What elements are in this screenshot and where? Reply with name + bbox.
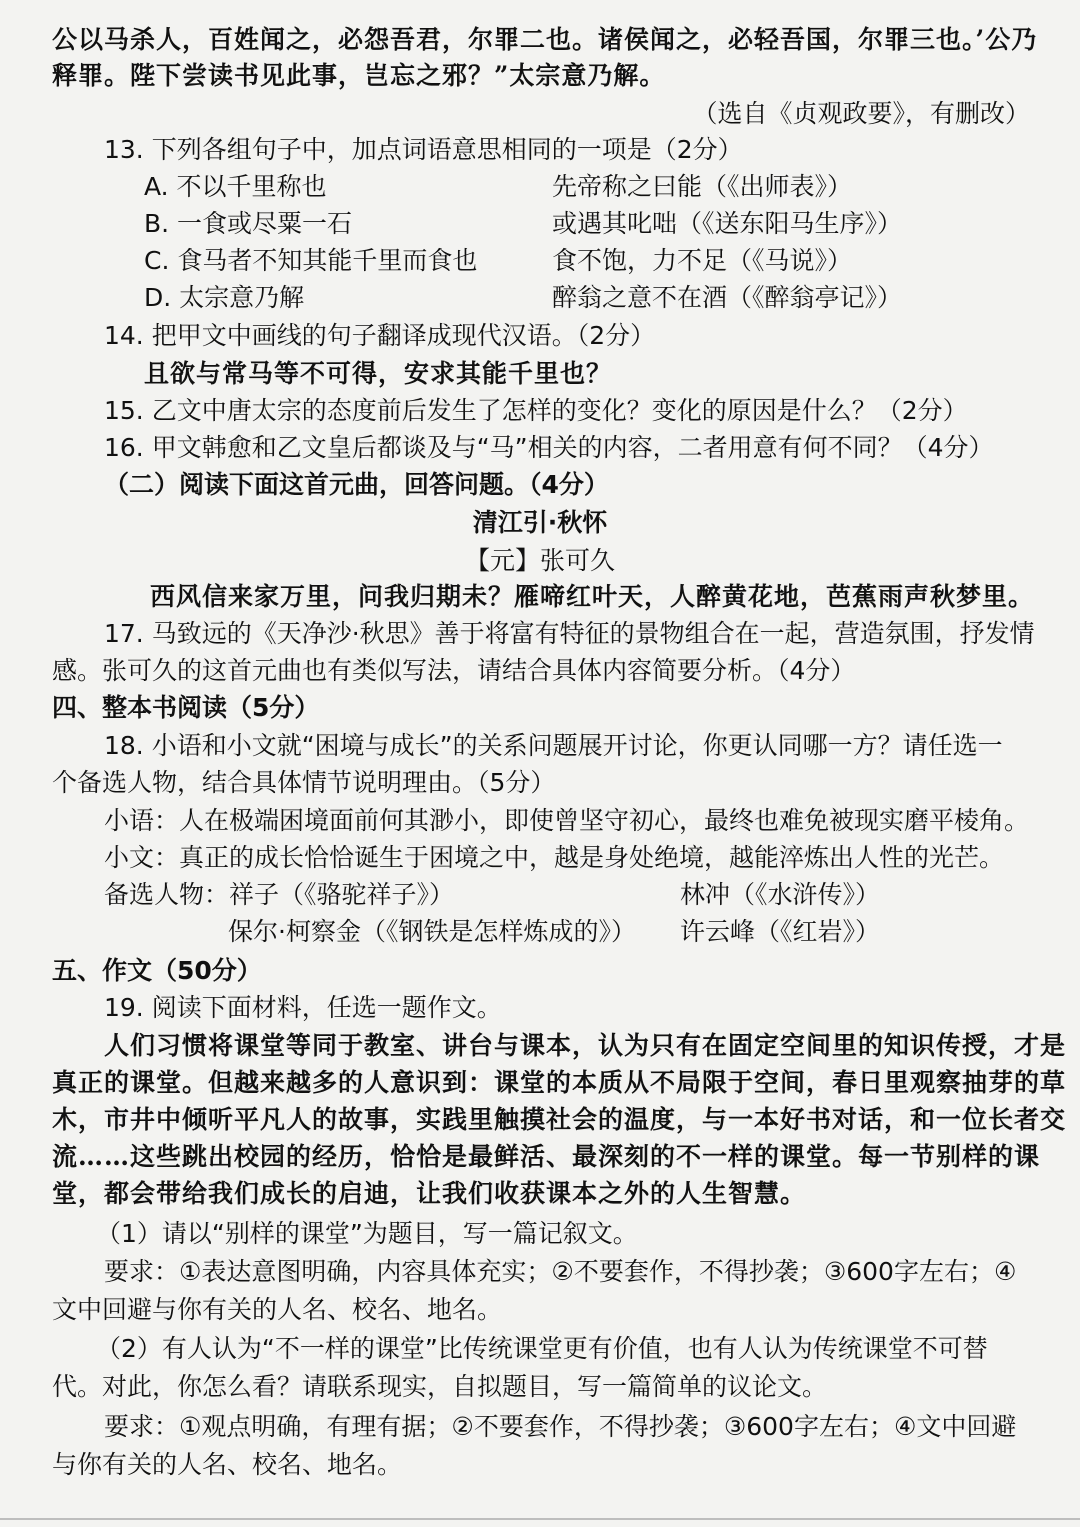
passage-source: （选自《贞观政要》，有删改）	[692, 99, 1030, 128]
q15: 15. 乙文中唐太宗的态度前后发生了怎样的变化？变化的原因是什么？（2分）	[104, 396, 968, 425]
q18-line: 18. 小语和小文就“困境与成长”的关系问题展开讨论，你更认同哪一方？请任选一	[104, 731, 1003, 760]
task1: （1）请以“别样的课堂”为题目，写一篇记叙文。	[96, 1219, 638, 1248]
q17-line: 17. 马致远的《天净沙·秋思》善于将富有特征的景物组合在一起，营造氛围，抒发情	[104, 619, 1035, 648]
material-line: 流……这些跳出校园的经历，恰恰是最鲜活、最深刻的不一样的课堂。每一节别样的课	[52, 1142, 1041, 1171]
q16: 16. 甲文韩愈和乙文皇后都谈及与“马”相关的内容，二者用意有何不同？（4分）	[104, 433, 994, 462]
section2-heading: （二）阅读下面这首元曲，回答问题。（4分）	[104, 470, 609, 499]
material-line: 木，市井中倾听平凡人的故事，实践里触摸社会的温度，与一本好书对话，和一位长者交	[52, 1105, 1067, 1134]
candidate-linchong: 林冲（《水浒传》）	[680, 880, 881, 909]
xiaoyu-view: 小语：人在极端困境面前何其渺小，即使曾坚守初心，最终也难免被现实磨平棱角。	[104, 806, 1030, 835]
q17-line: 感。张可久的这首元曲也有类似写法，请结合具体内容简要分析。（4分）	[52, 656, 856, 685]
task2: 代。对此，你怎么看？请联系现实，自拟题目，写一篇简单的议论文。	[52, 1372, 828, 1401]
passage-line: 释罪。陛下尝读书见此事，岂忘之邪？”太宗意乃解。	[52, 61, 666, 90]
q13-option-a-left: A. 不以千里称也	[144, 172, 327, 201]
poem-author: 【元】张可久	[464, 546, 615, 575]
q13-option-d-right: 醉翁之意不在酒（《醉翁亭记》）	[552, 283, 903, 312]
task1-requirement: 要求：①表达意图明确，内容具体充实；②不要套作，不得抄袭；③600字左右；④	[104, 1257, 1017, 1286]
section4-heading: 四、整本书阅读（5分）	[52, 693, 320, 722]
material-line: 真正的课堂。但越来越多的人意识到：课堂的本质从不局限于空间，春日里观察抽芽的草	[52, 1068, 1067, 1097]
page-bottom-rule	[0, 1518, 1080, 1520]
poem-text: 西风信来家万里，问我归期未？雁啼红叶天，人醉黄花地，芭蕉雨声秋梦里。	[150, 582, 1035, 611]
material-line: 人们习惯将课堂等同于教室、讲台与课本，认为只有在固定空间里的知识传授，才是	[104, 1031, 1067, 1060]
q18-line: 个备选人物，结合具体情节说明理由。（5分）	[52, 768, 556, 797]
q13-option-c-right: 食不饱，力不足（《马说》）	[552, 246, 853, 275]
q13-option-b-right: 或遇其叱咄（《送东阳马生序》）	[552, 209, 903, 238]
candidate-xiangzi: 备选人物：祥子（《骆驼祥子》）	[104, 880, 455, 909]
xiaowen-view: 小文：真正的成长恰恰诞生于困境之中，越是身处绝境，越能淬炼出人性的光芒。	[104, 843, 1005, 872]
material-line: 堂，都会带给我们成长的启迪，让我们收获课本之外的人生智慧。	[52, 1179, 807, 1208]
q13-option-c-left: C. 食马者不知其能千里而食也	[144, 246, 478, 275]
q19-stem: 19. 阅读下面材料，任选一题作文。	[104, 993, 502, 1022]
task2-requirement: 要求：①观点明确，有理有据；②不要套作，不得抄袭；③600字左右；④文中回避	[104, 1412, 1017, 1441]
q14-stem: 14. 把甲文中画线的句子翻译成现代汉语。（2分）	[104, 321, 656, 350]
candidate-paul: 保尔·柯察金（《钢铁是怎样炼成的》）	[228, 917, 636, 946]
task2: （2）有人认为“不一样的课堂”比传统课堂更有价值，也有人认为传统课堂不可替	[96, 1334, 988, 1363]
section5-heading: 五、作文（50分）	[52, 956, 262, 985]
q13-option-b-left: B. 一食或尽粟一石	[144, 209, 353, 238]
task2-requirement: 与你有关的人名、校名、地名。	[52, 1450, 403, 1479]
task1-requirement: 文中回避与你有关的人名、校名、地名。	[52, 1295, 503, 1324]
q13-option-a-right: 先帝称之曰能（《出师表》）	[552, 172, 853, 201]
q13-stem: 13. 下列各组句子中，加点词语意思相同的一项是（2分）	[104, 135, 743, 164]
candidate-xuyunfeng: 许云峰（《红岩》）	[680, 917, 881, 946]
q13-option-d-left: D. 太宗意乃解	[144, 283, 305, 312]
poem-title: 清江引·秋怀	[472, 508, 608, 537]
q14-sentence: 且欲与常马等不可得，安求其能千里也？	[144, 359, 613, 388]
passage-line: 公以马杀人，百姓闻之，必怨吾君，尔罪二也。诸侯闻之，必轻吾国，尔罪三也。’公乃	[52, 25, 1038, 54]
